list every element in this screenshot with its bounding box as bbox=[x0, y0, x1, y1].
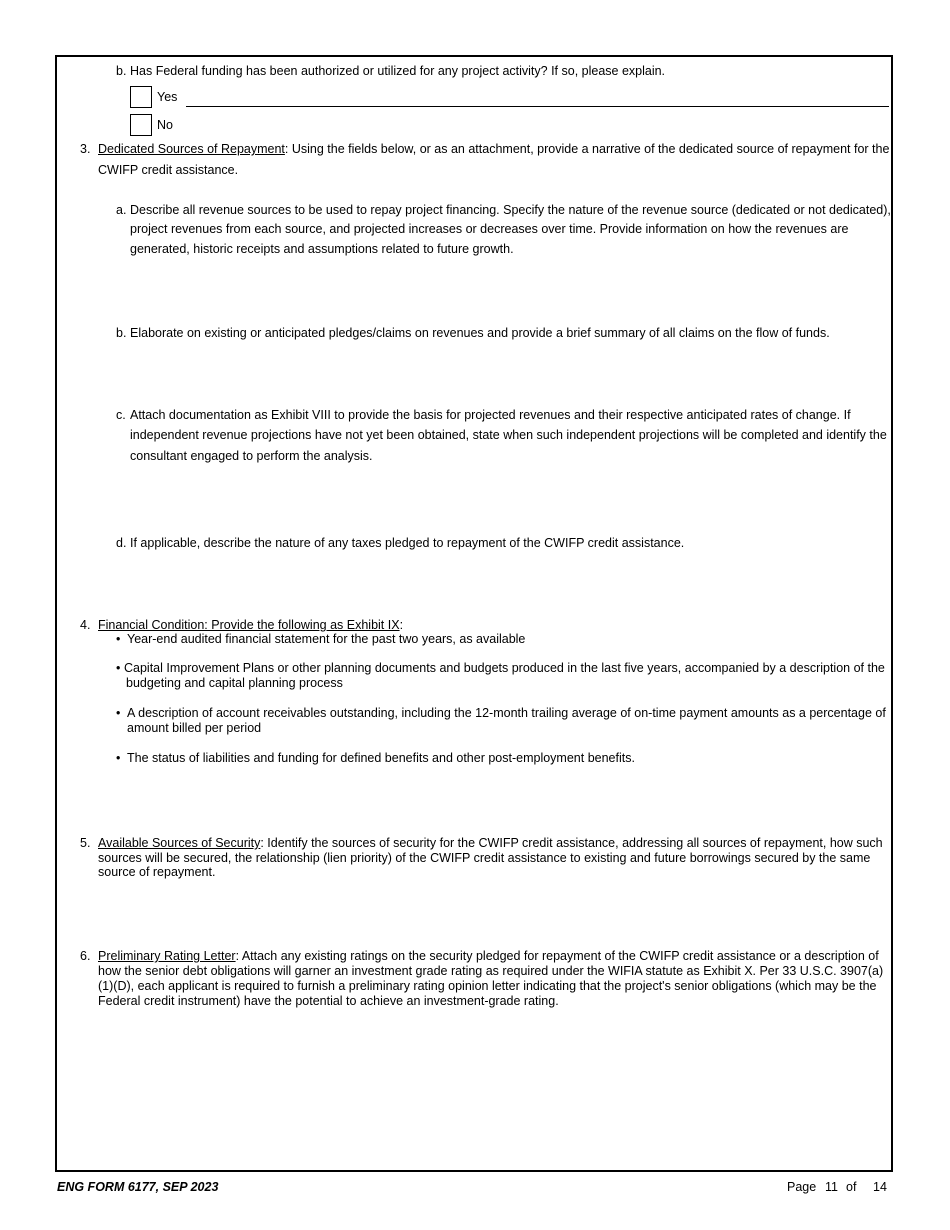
q6-response-field[interactable] bbox=[98, 1016, 878, 1156]
no-checkbox[interactable] bbox=[130, 114, 152, 136]
q3a-response-field[interactable] bbox=[130, 262, 880, 312]
q3c-response-field[interactable] bbox=[130, 470, 880, 525]
q3a-line1: Describe all revenue sources to be used to repay project financing. Specify the nature of the revenue source (dedicated or not dedicated), bbox=[130, 203, 891, 217]
q3-text-2: CWIFP credit assistance. bbox=[98, 163, 239, 177]
q6-line2: how the senior debt obligations will garner an investment grade rating as required under the WIFIA statute as Exhibit X. Per 33 U.S.C. 3907(a) bbox=[98, 964, 884, 978]
q4-response-field[interactable] bbox=[98, 772, 878, 827]
q5-line2: sources will be secured, the relationship (lien priority) of the CWIFP credit assistance to existing and future borrowings secured by the same bbox=[98, 851, 871, 865]
q4-heading bbox=[98, 618, 403, 633]
q3a-line2: project revenues from each source, and projected increases or decreases over time. Provide information on how the revenues are bbox=[130, 222, 849, 236]
form-id: ENG FORM 6177, SEP 2023 bbox=[57, 1180, 219, 1194]
q6-line1: : Attach any existing ratings on the security pledged for repayment of the CWIFP credit assistance or a description of bbox=[235, 949, 879, 963]
q4-bullet-3: • bbox=[116, 706, 121, 720]
q3b-line1: Elaborate on existing or anticipated pledges/claims on revenues and provide a brief summary of all claims on the flow of funds. bbox=[130, 326, 830, 340]
q4-bullet-2: • bbox=[116, 661, 121, 675]
yes-checkbox[interactable] bbox=[130, 86, 152, 108]
page-total: 14 bbox=[873, 1180, 887, 1194]
q3d-response-field[interactable] bbox=[130, 556, 880, 606]
q3a-label: a. bbox=[116, 203, 127, 217]
q5-number: 5. bbox=[80, 836, 91, 850]
q4-number: 4. bbox=[80, 618, 91, 632]
page-number: 11 bbox=[825, 1180, 838, 1194]
q6-number: 6. bbox=[80, 949, 91, 963]
q5-title: Available Sources of Security bbox=[98, 836, 261, 850]
q2b-label: b. bbox=[116, 64, 127, 78]
q5-line3: source of repayment. bbox=[98, 865, 216, 879]
q3-title: Dedicated Sources of Repayment bbox=[98, 142, 285, 156]
q4-item-4: The status of liabilities and funding for defined benefits and other post-employment benefits. bbox=[127, 751, 635, 765]
q4-item-2-line1: Capital Improvement Plans or other planning documents and budgets produced in the last five years, accompanied by a description of the bbox=[124, 661, 885, 675]
q4-item-1: Year-end audited financial statement for the past two years, as available bbox=[127, 632, 526, 646]
page-of-label: of bbox=[846, 1180, 857, 1194]
q3d-label: d. bbox=[116, 536, 127, 550]
q5-line1: : Identify the sources of security for the CWIFP credit assistance, addressing all sources of repayment, how such bbox=[260, 836, 883, 850]
q2b-text: Has Federal funding has been authorized or utilized for any project activity? If so, please explain. bbox=[130, 64, 666, 78]
q4-item-3-line1: A description of account receivables outstanding, including the 12-month trailing average of on-time payment amounts as a percentage of bbox=[127, 706, 886, 720]
q3a-line3: generated, historic receipts and assumptions related to future growth. bbox=[130, 242, 514, 256]
q4-bullet-4: • bbox=[116, 751, 121, 765]
q3c-line2: independent revenue projections have not yet been obtained, state when such independent projections will be completed and identify the bbox=[130, 428, 887, 442]
q3-number: 3. bbox=[80, 142, 91, 156]
explanation-line bbox=[186, 106, 889, 107]
q4-bullet-1: • bbox=[116, 632, 121, 646]
q5-response-field[interactable] bbox=[98, 886, 878, 941]
page-label: Page bbox=[787, 1180, 817, 1194]
q3b-label: b. bbox=[116, 326, 127, 340]
q5-heading bbox=[98, 836, 883, 851]
q3d-line1: If applicable, describe the nature of any taxes pledged to repayment of the CWIFP credit assistance. bbox=[130, 536, 685, 550]
q6-line3: (1)(D), each applicant is required to furnish a preliminary rating opinion letter indicating that the project's senior obligations (which may be the bbox=[98, 979, 877, 993]
q3c-label: c. bbox=[116, 408, 126, 422]
q4-item-3-line2: amount billed per period bbox=[127, 721, 262, 735]
yes-label: Yes bbox=[157, 90, 178, 104]
q6-line4: Federal credit instrument) have the potential to achieve an investment-grade rating. bbox=[98, 994, 559, 1008]
q3c-line3: consultant engaged to perform the analysis. bbox=[130, 449, 373, 463]
q6-heading bbox=[98, 949, 879, 964]
q6-title: Preliminary Rating Letter bbox=[98, 949, 236, 963]
explanation-field[interactable] bbox=[188, 88, 888, 104]
q3-heading bbox=[98, 139, 889, 159]
q4-title-suffix: : bbox=[399, 618, 404, 632]
q3c-line1: Attach documentation as Exhibit VIII to provide the basis for projected revenues and their respective anticipated rates of change. If bbox=[130, 408, 851, 422]
q3b-response-field[interactable] bbox=[130, 346, 880, 396]
no-label: No bbox=[157, 118, 173, 132]
q4-title: Financial Condition: Provide the following as Exhibit IX bbox=[98, 618, 400, 632]
q4-item-2-line2: budgeting and capital planning process bbox=[126, 676, 343, 690]
q3-text: : Using the fields below, or as an attachment, provide a narrative of the dedicated source of repayment for the bbox=[284, 142, 890, 156]
